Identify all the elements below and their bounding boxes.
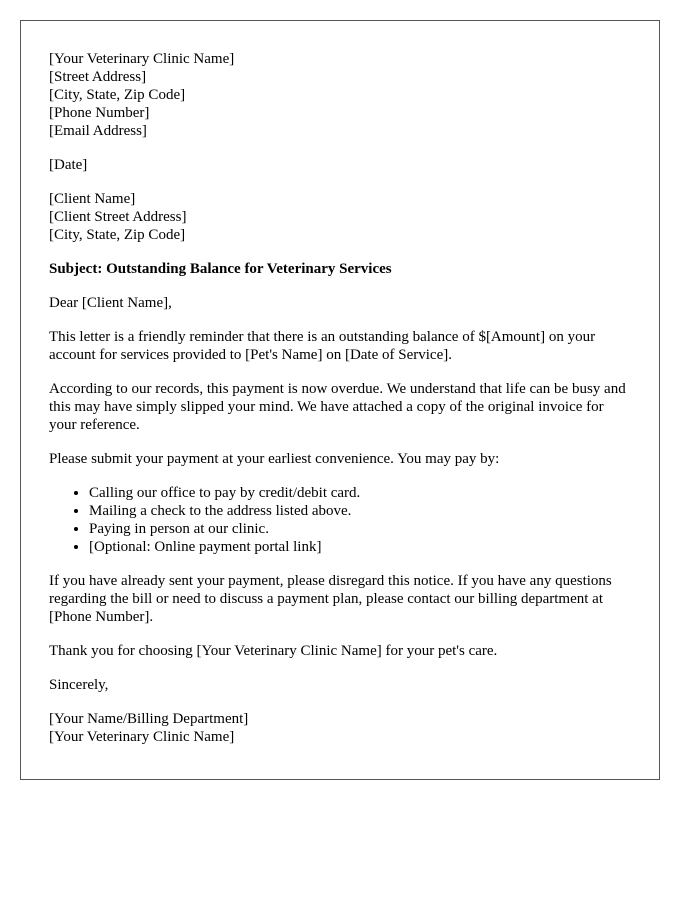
sender-phone: [Phone Number]: [49, 105, 150, 121]
list-item: • Mailing a check to the address listed above.: [89, 502, 631, 520]
salutation: Dear [Client Name],: [49, 295, 172, 311]
signoff: Sincerely,: [49, 677, 109, 693]
payment-options-list: [49, 484, 631, 556]
paragraph-disregard: If you have already sent your payment, please disregard this notice. If you have any questions regarding the bill or need to discuss a payment plan, please contact our billing department at [Phone Number].: [49, 573, 612, 625]
subject-line: Subject: Outstanding Balance for Veterinary Services: [49, 261, 392, 277]
recipient-name: [Client Name]: [49, 191, 136, 207]
sender-city-state-zip: [City, State, Zip Code]: [49, 87, 186, 103]
signature-name: [Your Name/Billing Department]: [49, 711, 249, 727]
recipient-city-state-zip: [City, State, Zip Code]: [49, 227, 186, 243]
sender-address: [49, 50, 631, 140]
signature-clinic: [Your Veterinary Clinic Name]: [49, 729, 235, 745]
letter-date: [49, 156, 631, 174]
sender-clinic-name: [Your Veterinary Clinic Name]: [49, 51, 235, 67]
sender-street: [Street Address]: [49, 69, 147, 85]
paragraph-thanks: Thank you for choosing [Your Veterinary Clinic Name] for your pet's care.: [49, 643, 498, 659]
recipient-address: [49, 190, 631, 244]
sender-email: [Email Address]: [49, 123, 147, 139]
paragraph-overdue: According to our records, this payment is now overdue. We understand that life can be busy and this may have simply slipped your mind. We have attached a copy of the original invoice for your reference.: [49, 381, 626, 433]
list-item: • Calling our office to pay by credit/debit card.: [89, 484, 631, 502]
list-item: • [Optional: Online payment portal link]: [89, 538, 631, 556]
date-text: [Date]: [49, 157, 88, 173]
list-item: • Paying in person at our clinic.: [89, 520, 631, 538]
letter-page: [20, 20, 660, 780]
paragraph-payment-intro: Please submit your payment at your earliest convenience. You may pay by:: [49, 451, 500, 467]
signature-block: [49, 710, 631, 746]
paragraph-reminder: This letter is a friendly reminder that there is an outstanding balance of $[Amount] on your account for services provided to [Pet's Name] on [Date of Service].: [49, 329, 596, 363]
recipient-street: [Client Street Address]: [49, 209, 187, 225]
